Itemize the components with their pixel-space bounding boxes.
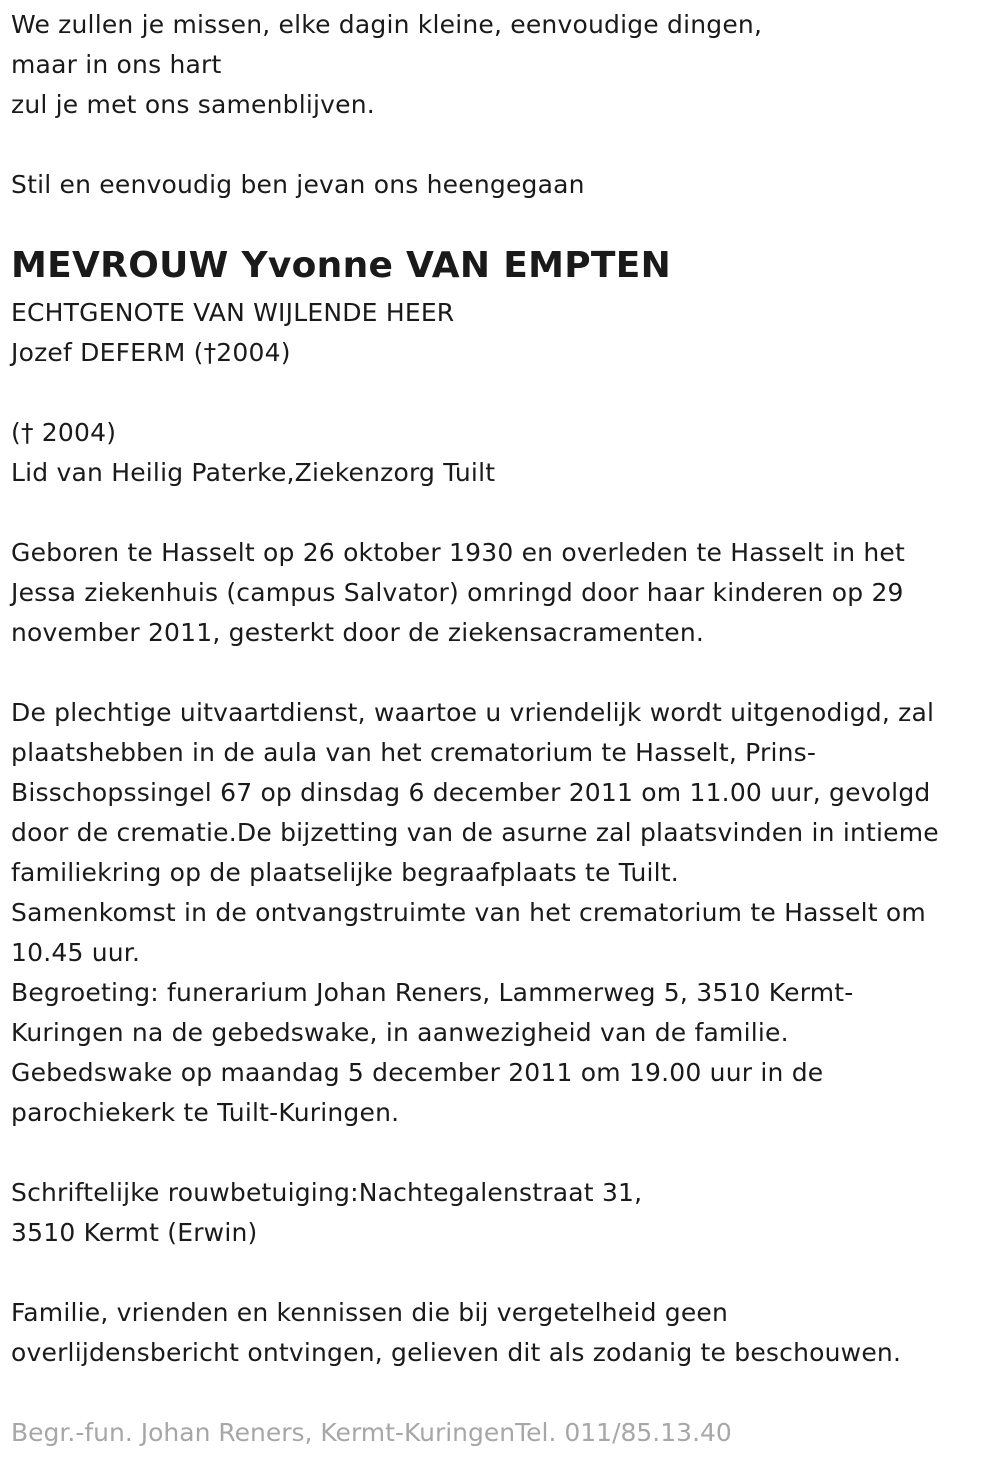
membership-line: Lid van Heilig Paterke,Ziekenzorg Tuilt [11,458,496,487]
notice-line: overlijdensbericht ontvingen, gelieven dit als zodanig te beschouwen. [11,1338,902,1367]
service-line: plaatshebben in de aula van het crematorium te Hasselt, Prins- [11,738,817,767]
service-line: Gebedswake op maandag 5 december 2011 om 19.00 uur in de [11,1058,824,1087]
birth-death-line: november 2011, gesterkt door de ziekensacramenten. [11,618,705,647]
spouse-line: ECHTGENOTE VAN WIJLENDE HEER [11,298,455,327]
service-line: Kuringen na de gebedswake, in aanwezigheid van de familie. [11,1018,789,1047]
birth-death-info [11,533,905,653]
service-line: Begroeting: funerarium Johan Reners, Lammerweg 5, 3510 Kermt- [11,978,854,1007]
funeral-home-footer: Begr.-fun. Johan Reners, Kermt-KuringenTel. 011/85.13.40 [11,1418,732,1447]
service-line: De plechtige uitvaartdienst, waartoe u vriendelijk wordt uitgenodigd, zal [11,698,935,727]
intro [11,165,585,205]
condolence-address [11,1173,642,1253]
poem [11,5,762,125]
poem-line: maar in ons hart [11,50,222,79]
service-info [11,693,939,1133]
birth-death-line: Geboren te Hasselt op 26 oktober 1930 en overleden te Hasselt in het [11,538,906,567]
service-line: Samenkomst in de ontvangstruimte van het crematorium te Hasselt om [11,898,926,927]
spouse-info [11,293,454,373]
membership-line: († 2004) [11,418,117,447]
family-notice [11,1293,901,1373]
service-line: door de crematie.De bijzetting van de asurne zal plaatsvinden in intieme [11,818,939,847]
condolence-line: 3510 Kermt (Erwin) [11,1218,258,1247]
birth-death-line: Jessa ziekenhuis (campus Salvator) omringd door haar kinderen op 29 [11,578,904,607]
poem-line: We zullen je missen, elke dagin kleine, eenvoudige dingen, [11,10,763,39]
service-line: familiekring op de plaatselijke begraafplaats te Tuilt. [11,858,679,887]
spouse-line: Jozef DEFERM (†2004) [11,338,291,367]
service-line: Bisschopssingel 67 op dinsdag 6 december 2011 om 11.00 uur, gevolgd [11,778,931,807]
membership-info [11,413,495,493]
notice-line: Familie, vrienden en kennissen die bij vergetelheid geen [11,1298,729,1327]
intro-line: Stil en eenvoudig ben jevan ons heengegaan [11,170,585,199]
service-line: parochiekerk te Tuilt-Kuringen. [11,1098,400,1127]
condolence-line: Schriftelijke rouwbetuiging:Nachtegalenstraat 31, [11,1178,643,1207]
poem-line: zul je met ons samenblijven. [11,90,375,119]
deceased-name: MEVROUW Yvonne VAN EMPTEN [11,245,672,286]
service-line: 10.45 uur. [11,938,141,967]
